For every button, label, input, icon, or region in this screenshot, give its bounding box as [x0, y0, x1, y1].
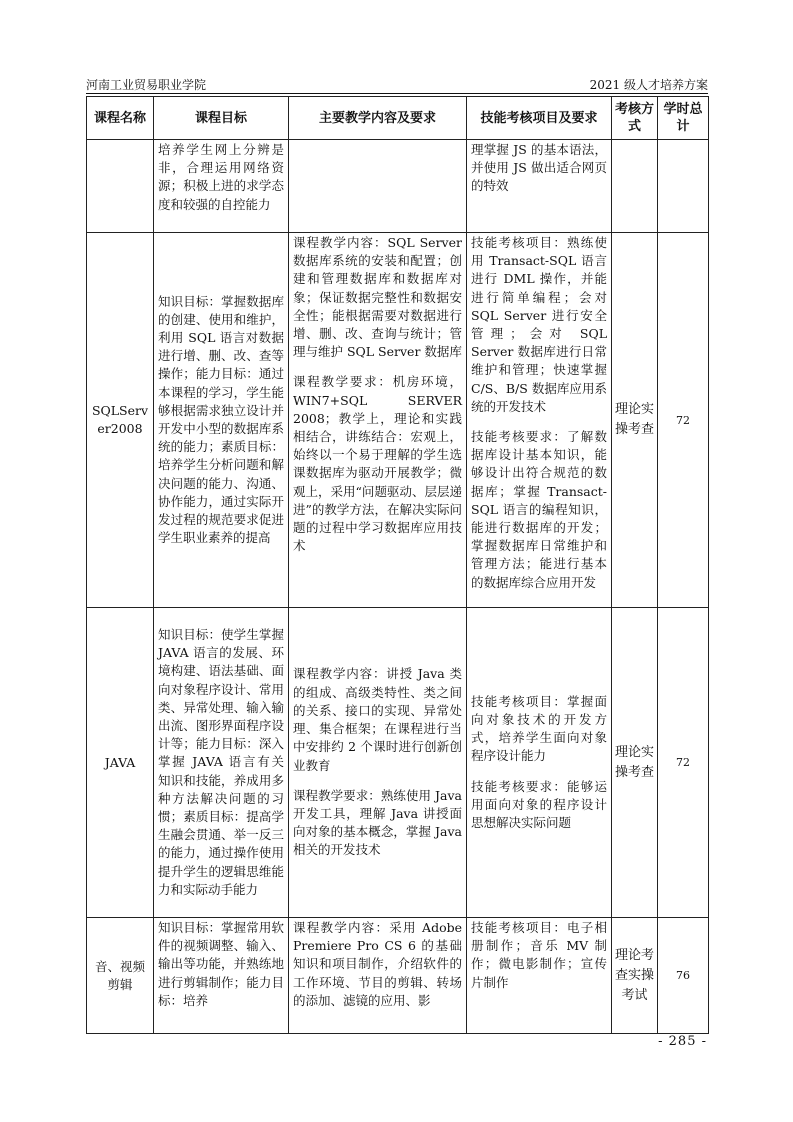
course-table [86, 96, 709, 1034]
assessment-method: 理论实操考查 [612, 608, 658, 918]
skill-assessment: 技能考核项目：电子相册制作；音乐 MV 制作；微电影制作；宣传片制作 [471, 920, 607, 990]
course-goal: 培养学生网上分辨是非，合理运用网络资源；积极上进的求学态度和较强的自控能力 [158, 142, 284, 212]
table-row [87, 608, 709, 918]
skill-assessment: 技能考核项目：熟练使用 Transact-SQL 语言进行 DML 操作，并能进行简单编程；会对 SQL Server 进行安全管理；会对 SQL Server 数据库进行日常维护和管理；快速掌握 C/S、B/S 数据库应用系统的开发技术 [471, 235, 611, 414]
table-header-row [87, 97, 709, 140]
table-row [87, 233, 709, 608]
course-name: 音、视频剪辑 [87, 918, 154, 1034]
course-name: SQLServer2008 [87, 233, 154, 608]
column-header: 技能考核项目及要求 [467, 97, 612, 140]
column-header: 课程名称 [87, 97, 154, 140]
teaching-requirements: 课程教学要求：熟练使用 Java 开发工具，理解 Java 讲授面向对象的基本概念，掌握 Java 相关的开发技术 [293, 787, 466, 858]
skill-assessment: 技能考核项目：掌握面向对象技术的开发方式，培养学生面向对象程序设计能力 [471, 693, 607, 764]
teaching-content: 课程教学内容：采用 Adobe Premiere Pro CS 6 的基础知识和项目制作，介绍软件的工作环境、节目的剪辑、转场的添加、滤镜的应用、影 [293, 920, 466, 1008]
course-goal: 知识目标：掌握常用软件的视频调整、输入、输出等功能，并熟练地进行剪辑制作；能力目标：培养 [158, 920, 284, 1008]
total-hours: 72 [658, 608, 709, 918]
course-name: JAVA [87, 608, 154, 918]
skill-requirements: 技能考核要求：了解数据库设计基本知识，能够设计出符合规范的数据库；掌握 Transact-SQL 语言的编程知识，能进行数据库的开发；掌握数据库日常维护和管理方法；能进行基本的数据库综合应用开发 [471, 429, 607, 590]
assessment-method: 理论考查实操考试 [612, 918, 658, 1034]
course-goal: 知识目标：掌握数据库的创建、使用和维护，利用 SQL 语言对数据进行增、删、改、查等操作；能力目标：通过本课程的学习，学生能够根据需求独立设计并开发中小型的数据库系统的能力；素质目标：培养学生分析问题和解决问题的能力、沟通、协作能力，通过实际开发过程的规范要求促进学生职业素养的提高 [158, 293, 284, 546]
skill-requirements: 技能考核要求：能够运用面向对象的程序设计思想解决实际问题 [471, 778, 607, 830]
total-hours: 72 [658, 233, 709, 608]
table-row [87, 918, 709, 1034]
page-number: - 285 - [658, 1034, 707, 1049]
header-divider [86, 93, 708, 94]
plan-title: 2021 级人才培养方案 [589, 78, 708, 92]
total-hours [658, 140, 709, 233]
column-header: 考核方式 [612, 97, 658, 140]
teaching-content: 课程教学内容：SQL Server 数据库系统的安装和配置；创建和管理数据库和数据库对象；保证数据完整性和数据安全性；能根据需要对数据进行增、删、改、查询与统计；管理与维护 SQL Server 数据库 [293, 235, 466, 360]
total-hours: 76 [658, 918, 709, 1034]
column-header: 主要教学内容及要求 [289, 97, 467, 140]
course-name [87, 140, 154, 233]
skill-assessment: 理掌握 JS 的基本语法，并使用 JS 做出适合网页的特效 [471, 142, 607, 194]
column-header: 学时总计 [658, 97, 709, 140]
school-name: 河南工业贸易职业学院 [86, 78, 207, 92]
column-header: 课程目标 [154, 97, 289, 140]
teaching-content [289, 140, 466, 142]
page-header [86, 74, 708, 94]
teaching-content: 课程教学内容：讲授 Java 类的组成、高级类特性、类之间的关系、接口的实现、异常处理、集合框架；在课程进行当中安排约 2 个课时进行创新创业教育 [293, 666, 462, 773]
table-row [87, 140, 709, 233]
course-goal: 知识目标：使学生掌握 JAVA 语言的发展、环境构建、语法基础、面向对象程序设计、常用类、异常处理、输入输出流、图形界面程序设计等；能力目标：深入掌握 JAVA 语言有关知识和技能，养成用多种方法解决问题的习惯；素质目标：提高学生融会贯通、举一反三的能力，通过操作使用提升学生的逻辑思维能力和实际动手能力 [158, 626, 288, 897]
teaching-requirements: 课程教学要求：机房环境，WIN7+SQL SERVER 2008；教学上，理论和实践相结合，讲练结合：宏观上，始终以一个易于理解的学生选课数据库为驱动开展教学；微观上，采用“问题驱动、层层递进”的教学方法，在解决实际问题的过程中学习数据库应用技术 [293, 374, 466, 554]
assessment-method: 理论实操考查 [612, 233, 658, 608]
assessment-method [612, 140, 658, 233]
